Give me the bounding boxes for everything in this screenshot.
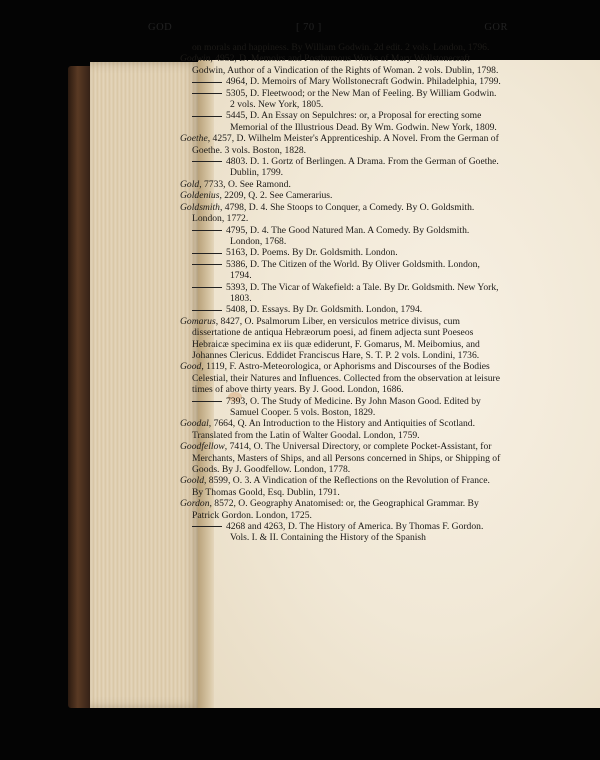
entry-text: 7393, O. The Study of Medicine. By John Mason Good. Edited by Samuel Cooper. 5 vols. Boston, 1829. bbox=[226, 395, 481, 418]
entry-text: , 7733, O. See Ramond. bbox=[199, 178, 291, 190]
entry-text: , 4798, D. 4. She Stoops to Conquer, a Comedy. By O. Goldsmith. London, 1772. bbox=[192, 201, 475, 225]
author-name: Goldsmith bbox=[180, 201, 220, 213]
ditto-dash bbox=[192, 93, 222, 94]
catalog-entries bbox=[180, 42, 502, 544]
ditto-dash bbox=[192, 264, 222, 265]
entry-text: 5163, D. Poems. By Dr. Goldsmith. London. bbox=[226, 247, 398, 259]
author-name: Gomarus bbox=[180, 315, 216, 327]
continued-entry: on morals and happiness. By William Godwin. 2d edit. 2 vols. London, 1796. bbox=[192, 42, 490, 53]
author-name: Good bbox=[180, 361, 202, 373]
catalog-entry bbox=[180, 441, 502, 475]
author-name: Godwin bbox=[180, 53, 211, 65]
ditto-dash bbox=[192, 310, 222, 311]
catalog-sub-entry bbox=[180, 282, 502, 305]
catalog-sub-entry bbox=[180, 521, 502, 544]
catalog-entry bbox=[180, 498, 502, 521]
entry-text: , 8427, O. Psalmorum Liber, en versiculos metrice divisus, cum dissertatione de antiqua Hebræorum poesi, ad finem adjecta sunt Poeseos Hebraicæ specimina ex iis quæ ediderunt, F. Gomarus, M. Meibomius, and Johannes Clericus. Eddidet Franciscus Hare, S. T. P. 2 vols. Londini, 1736. bbox=[192, 315, 480, 361]
header-left: GOD bbox=[148, 22, 173, 33]
catalog-entry bbox=[180, 475, 502, 498]
entry-text: 5408, D. Essays. By Dr. Goldsmith. London, 1794. bbox=[226, 304, 423, 316]
ditto-dash bbox=[192, 82, 222, 83]
entry-text: , 4952, D. Memoirs and Posthumous Works of Mary Wollstonecraft Godwin, Author of a Vindication of the Rights of Woman. 2 vols. Dublin, 1798. bbox=[192, 53, 499, 76]
entry-text: , 4257, D. Wilhelm Meister's Apprenticeship. A Novel. From the German of Goethe. 3 vols. Boston, 1828. bbox=[192, 133, 499, 156]
entry-text: 5445, D. An Essay on Sepulchres: or, a Proposal for erecting some Memorial of the Illustrious Dead. By Wm. Godwin. New York, 1809. bbox=[226, 110, 497, 133]
catalog-entry bbox=[180, 202, 502, 225]
catalog-sub-entry bbox=[180, 247, 502, 258]
ditto-dash bbox=[192, 401, 222, 402]
catalog-entry bbox=[180, 190, 502, 201]
catalog-sub-entry bbox=[180, 88, 502, 111]
page-number: [ 70 ] bbox=[296, 22, 322, 33]
author-name: Goldenius bbox=[180, 190, 220, 202]
catalog-sub-entry bbox=[180, 259, 502, 282]
catalog-entry bbox=[180, 53, 502, 76]
entry-text: 5305, D. Fleetwood; or the New Man of Feeling. By William Godwin. 2 vols. New York, 1805. bbox=[226, 87, 497, 111]
entry-text: 5393, D. The Vicar of Wakefield: a Tale. By Dr. Goldsmith. New York, 1803. bbox=[226, 281, 499, 304]
catalog-sub-entry bbox=[180, 225, 502, 248]
entry-text: , 8572, O. Geography Anatomised: or, the Geographical Grammar. By Patrick Gordon. London, 1725. bbox=[192, 498, 479, 521]
running-header bbox=[148, 22, 508, 38]
catalog-entry bbox=[180, 316, 502, 362]
catalog-entry bbox=[180, 133, 502, 156]
ditto-dash bbox=[192, 116, 222, 117]
author-name: Gold bbox=[180, 178, 200, 190]
entry-text: , 8599, O. 3. A Vindication of the Reflections on the Revolution of France. By Thomas Goold, Esq. Dublin, 1791. bbox=[192, 475, 490, 498]
catalog-sub-entry bbox=[180, 156, 502, 179]
catalog-sub-entry bbox=[180, 396, 502, 419]
catalog-entry bbox=[180, 361, 502, 395]
ditto-dash bbox=[192, 161, 222, 162]
author-name: Goodfellow bbox=[180, 441, 225, 453]
catalog-sub-entry bbox=[180, 304, 502, 315]
entry-text: 5386, D. The Citizen of the World. By Oliver Goldsmith. London, 1794. bbox=[226, 258, 480, 282]
entry-text: 4795, D. 4. The Good Natured Man. A Comedy. By Goldsmith. London, 1768. bbox=[226, 224, 470, 247]
ditto-dash bbox=[192, 287, 222, 288]
ditto-dash bbox=[192, 230, 222, 231]
catalog-entry bbox=[180, 418, 502, 441]
author-name: Goodal bbox=[180, 418, 209, 430]
catalog-entry bbox=[180, 179, 502, 190]
entry-text: 4803. D. 1. Gortz of Berlingen. A Drama. From the German of Goethe. Dublin, 1799. bbox=[226, 156, 499, 179]
ditto-dash bbox=[192, 253, 222, 254]
entry-text: , 7664, Q. An Introduction to the History and Antiquities of Scotland. Translated from the Latin of Walter Goodal. London, 1759. bbox=[192, 418, 475, 441]
header-right: GOR bbox=[484, 22, 508, 33]
entry-text: , 2209, Q. 2. See Camerarius. bbox=[219, 190, 333, 202]
entry-text: , 7414, O. The Universal Directory, or complete Pocket-Assistant, for Merchants, Masters of Ships, and all Persons concerned in Ships, or Shipping of Goods. By J. Goodfellow. London, 1778. bbox=[192, 441, 501, 476]
author-name: Gordon bbox=[180, 498, 210, 510]
catalog-sub-entry bbox=[180, 76, 502, 87]
entry-text: 4268 and 4263, D. The History of America. By Thomas F. Gordon. Vols. I. & II. Containing the History of the Spanish bbox=[226, 521, 484, 544]
catalog-sub-entry bbox=[180, 110, 502, 133]
author-name: Goethe bbox=[180, 133, 208, 145]
entry-text: 4964, D. Memoirs of Mary Wollstonecraft Godwin. Philadelphia, 1799. bbox=[226, 76, 501, 88]
entry-text: , 1119, F. Astro-Meteorologica, or Aphorisms and Discourses of the Bodies Celestial, their Natures and Influences. Collected from the observation at leisure times of above thirty years. By J. Good. London, 1686. bbox=[192, 361, 500, 396]
author-name: Goold bbox=[180, 475, 204, 487]
ditto-dash bbox=[192, 526, 222, 527]
